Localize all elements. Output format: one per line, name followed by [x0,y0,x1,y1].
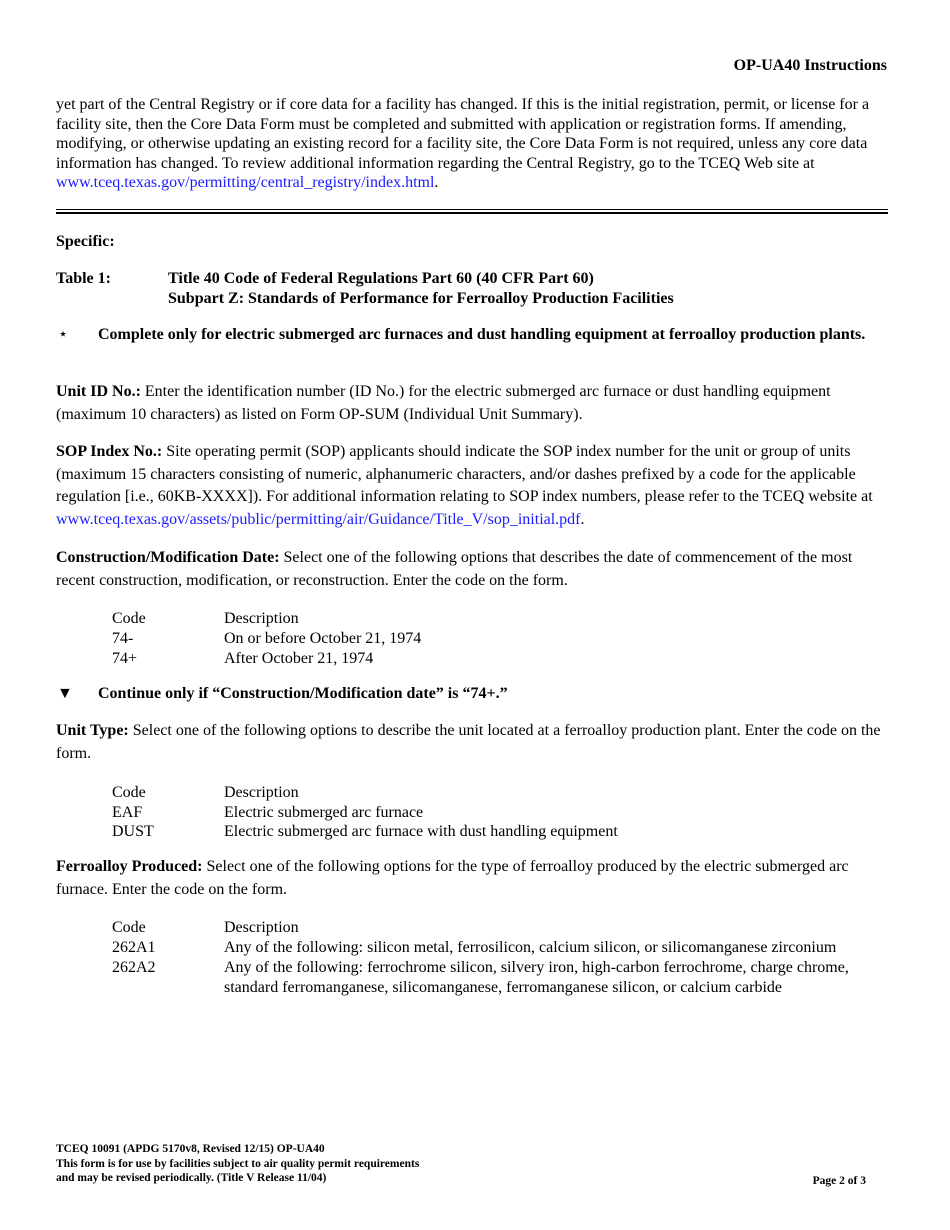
triangle-note: Continue only if “Construction/Modification date” is “74+.” [98,685,508,702]
unit-id-text: Enter the identification number (ID No.) for the electric submerged arc furnace or dust handling equipment (maximum 10 characters) as listed on Form OP-SUM (Individual Unit Summary). [56,383,831,423]
sop-index-paragraph [56,441,892,531]
section-divider-thin [56,209,888,210]
construction-text: Select one of the following options that describes the date of commencement of the most recent construction, modification, or reconstruction. Enter the code on the form. [56,549,853,589]
unit-id-label: Unit ID No.: [56,383,141,400]
construction-desc-header: Description [224,610,299,627]
ferroalloy-row-code: 262A1 [112,939,156,956]
down-triangle-icon: ▼ [57,685,73,702]
section-divider-thick [56,212,888,214]
unit-type-text: Select one of the following options to describe the unit located at a ferroalloy production plant. Enter the code on the form. [56,722,881,762]
intro-text: yet part of the Central Registry or if core data for a facility has changed. If this is the initial registration, permit, or license for a facility site, then the Core Data Form must be completed and submitted with application or registration forms. If amending, modifying, or otherwise updating an existing record for a facility site, the Core Data Form is not required, unless any core data information has changed. To review additional information regarding the Central Registry, go to the TCEQ Web site at [56,96,870,172]
unit-type-row-desc: Electric submerged arc furnace with dust handling equipment [224,823,618,840]
unit-type-row-desc: Electric submerged arc furnace [224,804,424,821]
ferroalloy-paragraph [56,856,892,901]
footer-usage-note: This form is for use by facilities subject to air quality permit requirements [56,1157,420,1170]
table-label: Table 1: [56,270,111,287]
page-header-title: OP-UA40 Instructions [733,57,887,74]
sop-index-after: . [580,510,585,528]
ferroalloy-code-header: Code [112,919,146,936]
ferroalloy-row-desc: Any of the following: ferrochrome silicon, silvery iron, high-carbon ferrochrome, charge chrome, standard ferromanganese, silicomanganese, ferromanganese silicon, or calcium carbide [224,959,849,996]
specific-heading: Specific: [56,233,115,250]
ferroalloy-label: Ferroalloy Produced: [56,858,203,875]
sop-index-label: SOP Index No.: [56,443,163,460]
table-title: Title 40 Code of Federal Regulations Part 60 (40 CFR Part 60) [168,270,594,287]
intro-paragraph [56,95,892,193]
construction-code-header: Code [112,610,146,627]
star-icon: ⋆ [58,326,69,343]
star-note: Complete only for electric submerged arc furnaces and dust handling equipment at ferroalloy production plants. [98,326,866,343]
sop-index-text: Site operating permit (SOP) applicants should indicate the SOP index number for the unit or group of units (maximum 15 characters consisting of numeric, alphanumeric characters, and/or dashes prefixed by a code for the applicable regulation [i.e., 60KB-XXXX]). For additional information relating to SOP index numbers, please refer to the TCEQ website at [56,443,873,505]
unit-type-label: Unit Type: [56,722,129,739]
unit-type-row-code: DUST [112,823,154,840]
ferroalloy-text: Select one of the following options for the type of ferroalloy produced by the electric submerged arc furnace. Enter the code on the form. [56,858,849,898]
table-subtitle: Subpart Z: Standards of Performance for Ferroalloy Production Facilities [168,290,674,307]
unit-type-desc-header: Description [224,784,299,801]
unit-type-code-header: Code [112,784,146,801]
construction-row-code: 74- [112,630,134,647]
construction-row-desc: After October 21, 1974 [224,650,374,667]
ferroalloy-desc-header: Description [224,919,299,936]
construction-row-code: 74+ [112,650,138,667]
central-registry-link[interactable]: www.tceq.texas.gov/permitting/central_registry/index.html [56,174,435,192]
footer-revision-note: and may be revised periodically. (Title V Release 11/04) [56,1172,327,1184]
ferroalloy-row-code: 262A2 [112,959,156,976]
page-number: Page 2 of 3 [812,1175,866,1187]
footer-form-id: TCEQ 10091 (APDG 5170v8, Revised 12/15) OP-UA40 [56,1143,325,1155]
construction-paragraph [56,547,892,592]
intro-after: . [434,174,439,192]
unit-id-paragraph [56,381,892,426]
unit-type-row-code: EAF [112,804,143,821]
unit-type-paragraph [56,720,892,765]
footer [56,1142,419,1186]
construction-label: Construction/Modification Date: [56,549,280,566]
sop-initial-link[interactable]: www.tceq.texas.gov/assets/public/permitting/air/Guidance/Title_V/sop_initial.pdf [56,510,581,528]
ferroalloy-row-desc: Any of the following: silicon metal, ferrosilicon, calcium silicon, or silicomanganese zirconium [224,939,837,956]
construction-row-desc: On or before October 21, 1974 [224,630,422,647]
